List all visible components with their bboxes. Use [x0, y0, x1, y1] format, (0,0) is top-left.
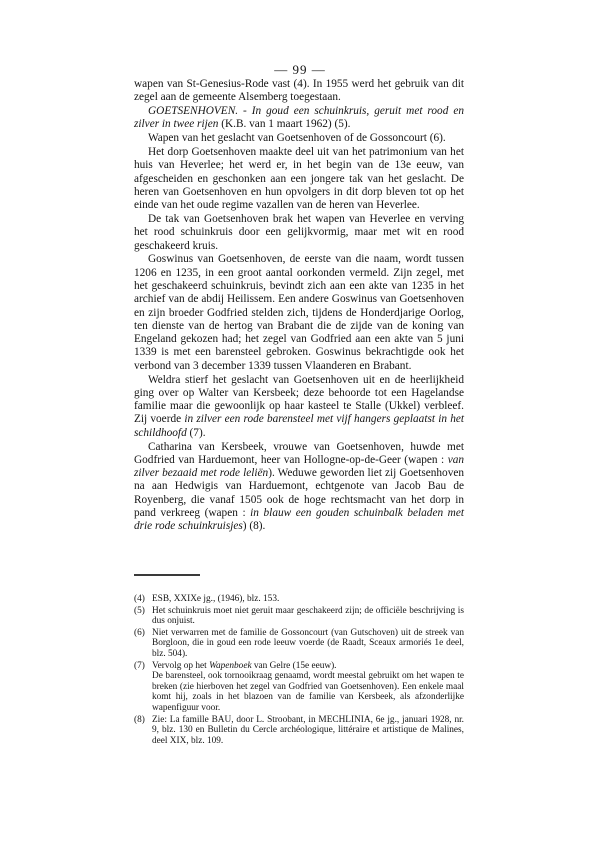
paragraph-dorp: Het dorp Goetsenhoven maakte deel uit van het patrimonium van het huis van Heverlee; het werd er, in het begin van de 13e eeuw, van afgescheiden en geschonken aan een jongere tak van het geslacht. De heren van Goetsenhoven en hun opvolgers in dit dorp bleven tot op het einde van het oude regime vazallen van de heren van Heverlee.: [134, 145, 464, 212]
section-heading-goetsenhoven: [134, 105, 464, 132]
body-text: [134, 78, 464, 534]
footnote-number: (4): [134, 594, 145, 604]
weldra-end: (7).: [186, 426, 206, 439]
paragraph-goswinus: Goswinus van Goetsenhoven, de eerste van die naam, wordt tussen 1206 en 1235, in een groot aantal oorkonden vermeld. Zijn zegel, met het geschakeerd schuinkruis, bevindt zich aan een akte van 1235 in het archief van de abdij Heilissem. Een andere Goswinus van Goetsenhoven en zijn broeder Godfried stelden zich, tijdens de Honderdjarige Oorlog, ten dienste van de hertog van Brabant die de zijde van de koning van Engeland gekozen had; het zegel van Godfried aan een akte van 5 juni 1339 is met een barensteel gebroken. Goswinus bekrachtigde ook het verbond van 3 december 1339 tussen Vlaanderen en Brabant.: [134, 253, 464, 372]
footnote-7-continuation: De barensteel, ook tornooikraag genaamd, wordt meestal gebruikt om het wapen te breken (zie hierboven het zegel van Godfried van Goetsenhoven). Een enkele maal komt hij, zoals in het blazoen van de familie van Kersbeek, als afzonderlijke wapenfiguur voor.: [152, 671, 464, 713]
heading-decree: (K.B. van 1 maart 1962) (5).: [221, 118, 351, 131]
footnote-7-italic: Wapenboek: [209, 660, 252, 671]
paragraph-weldra: [134, 374, 464, 440]
footnote-8: [134, 715, 464, 747]
paragraph-catharina: [134, 441, 464, 534]
heading-name: GOETSENHOVEN.: [148, 105, 239, 118]
footnote-7-text-a: Vervolg op het: [152, 660, 210, 671]
weldra-blazon: in zilver een rode barensteel met vijf hangers geplaatst in het schildhoofd: [134, 413, 464, 439]
catharina-text-1: Catharina van Kersbeek, vrouwe van Goetsenhoven, huwde met Godfried van Harduemont, heer van Hollogne-op-de-Geer (wapen :: [134, 440, 464, 466]
footnote-separator: [134, 574, 200, 576]
catharina-text-2: ). Weduwe geworden liet zij Goetsenhoven na aan Hedwigis van Harduemont, echtgenote van Jacob Bau de Royenberg, die vanaf 1505 ook de hoge rechtsmacht van het dorp in pand verkreeg (wapen :: [134, 467, 465, 519]
footnote-text: ESB, XXIXe jg., (1946), blz. 153.: [152, 594, 280, 604]
heading-blazon: - In goud een schuinkruis, geruit met rood en zilver in twee rijen: [134, 105, 464, 131]
footnote-number: (5): [134, 605, 145, 616]
footnote-4: [134, 594, 464, 605]
catharina-text-3: ) (8).: [242, 520, 266, 533]
footnote-5: [134, 606, 464, 627]
footnote-text: Het schuinkruis moet niet geruit maar geschakeerd zijn; de officiële beschrijving is dus onjuist.: [152, 605, 464, 627]
paragraph-alsemberg: wapen van St-Genesius-Rode vast (4). In 1955 werd het gebruik van dit zegel aan de gemeente Alsemberg toegestaan.: [134, 78, 464, 104]
catharina-blazon-1: van zilver bezaaid met rode leliën: [134, 453, 464, 480]
page-number: — 99 —: [274, 62, 326, 77]
weldra-text: Weldra stierf het geslacht van Goetsenhoven uit en de heerlijkheid ging over op Walter van Kersbeek; deze behoorde tot een Hagelandse familie maar die gewoonlijk op haar kasteel te Stalle (Ukkel) verbleef. Zij voerde: [134, 373, 464, 426]
footnote-number: (6): [134, 627, 145, 638]
footnote-number: (8): [134, 714, 145, 725]
footnote-text: [152, 661, 464, 714]
footnote-7: [134, 661, 464, 714]
paragraph-wapen-geslacht: Wapen van het geslacht van Goetsenhoven of de Gossoncourt (6).: [148, 132, 446, 145]
footnote-text: Niet verwarren met de familie de Gossoncourt (van Gutschoven) uit de streek van Borgloon, die in goud een rode leeuw voerde (de Raadt, Sceaux armoriés 1e deel, blz. 504).: [152, 627, 464, 659]
footnotes: [134, 594, 464, 747]
catharina-blazon-2: in blauw een gouden schuinbalk beladen met drie rode schuinkruisjes: [134, 507, 464, 533]
footnote-number: (7): [134, 660, 145, 671]
paragraph-tak: De tak van Goetsenhoven brak het wapen van Heverlee en verving het rood schuinkruis door een gelijkvormig, maar met wit en rood geschakeerd kruis.: [134, 212, 464, 252]
footnote-text: Zie: La famille BAU, door L. Stroobant, in MECHLINIA, 6e jg., januari 1928, nr. 9, blz. 130 en Bulletin du Cercle archéologique, littéraire et artistique de Malines, deel XIX, blz. 109.: [152, 714, 464, 746]
footnote-6: [134, 628, 464, 660]
footnote-7-text-b: van Gelre (15e eeuw).: [251, 660, 337, 671]
